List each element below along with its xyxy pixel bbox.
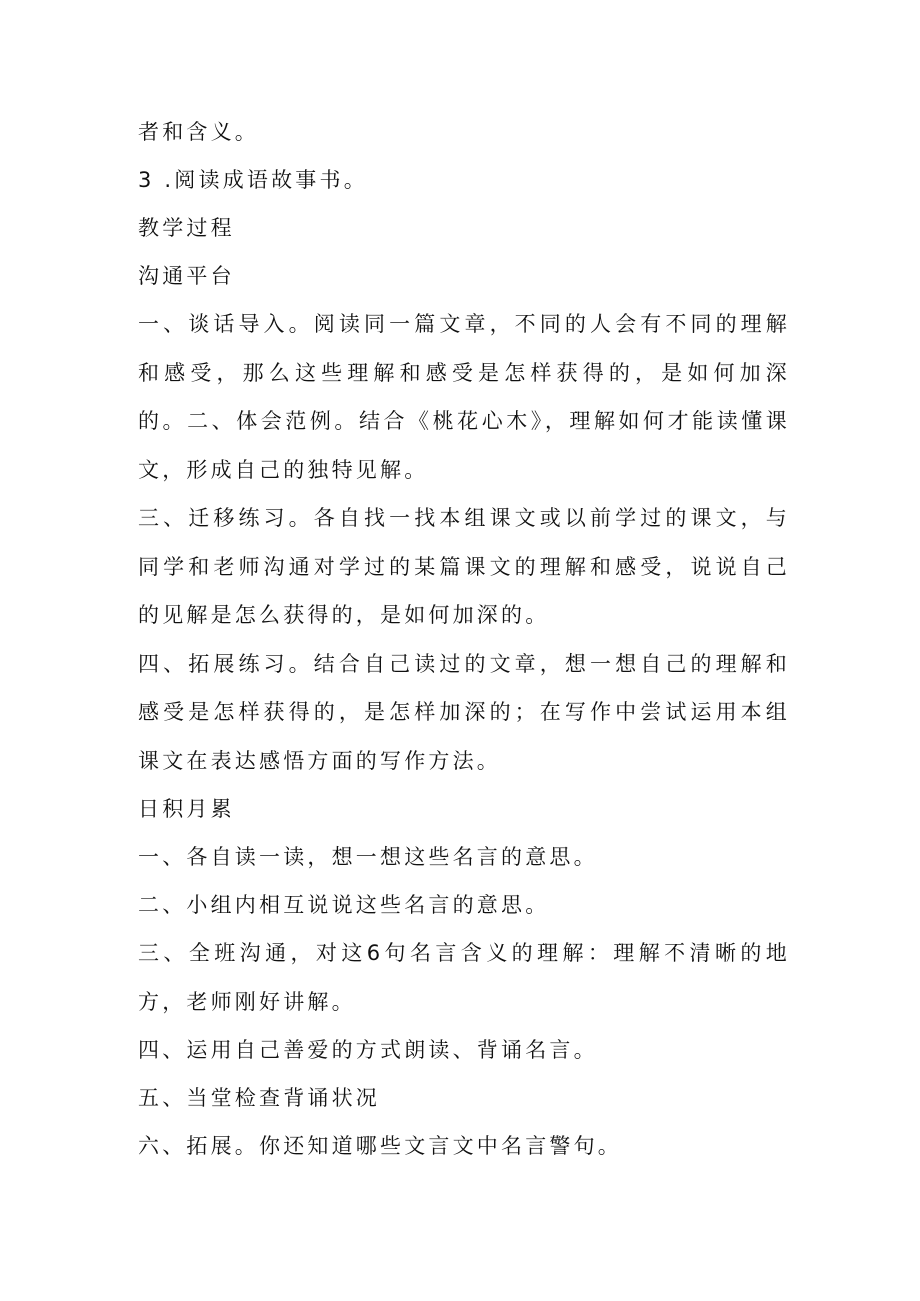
list-item: 一、各自读一读，想一想这些名言的意思。	[138, 845, 598, 869]
paragraph-step-1-2: 一、谈话导入。阅读同一篇文章，不同的人会有不同的理解和感受，那么这些理解和感受是怎样获得的，是如何加深的。二、体会范例。结合《桃花心木》，理解如何才能读懂课文，形成自己的独特见解。	[138, 312, 790, 482]
text-line-item-3: 3 .阅读成语故事书。	[138, 168, 368, 192]
list-item: 六、拓展。你还知道哪些文言文中名言警句。	[138, 1134, 622, 1158]
text-line-continuation: 者和含义。	[138, 120, 259, 144]
list-item: 四、运用自己善爱的方式朗读、背诵名言。	[138, 1038, 598, 1062]
list-item: 五、当堂检查背诵状况	[138, 1086, 380, 1110]
subsection-heading-communication-platform: 沟通平台	[138, 264, 235, 288]
paragraph-step-4: 四、拓展练习。结合自己读过的文章，想一想自己的理解和感受是怎样获得的，是怎样加深的；在写作中尝试运用本组课文在表达感悟方面的写作方法。	[138, 651, 790, 773]
section-heading-daily-accumulation: 日积月累	[138, 797, 235, 821]
paragraph-step-3: 三、迁移练习。各自找一找本组课文或以前学过的课文，与同学和老师沟通对学过的某篇课文的理解和感受，说说自己的见解是怎么获得的，是如何加深的。	[138, 506, 790, 627]
list-item: 二、小组内相互说说这些名言的意思。	[138, 893, 550, 917]
document-body	[138, 108, 790, 1170]
list-item: 三、全班沟通，对这6句名言含义的理解：理解不清晰的地方，老师刚好讲解。	[138, 941, 790, 1014]
section-heading-teaching-process: 教学过程	[138, 216, 235, 240]
